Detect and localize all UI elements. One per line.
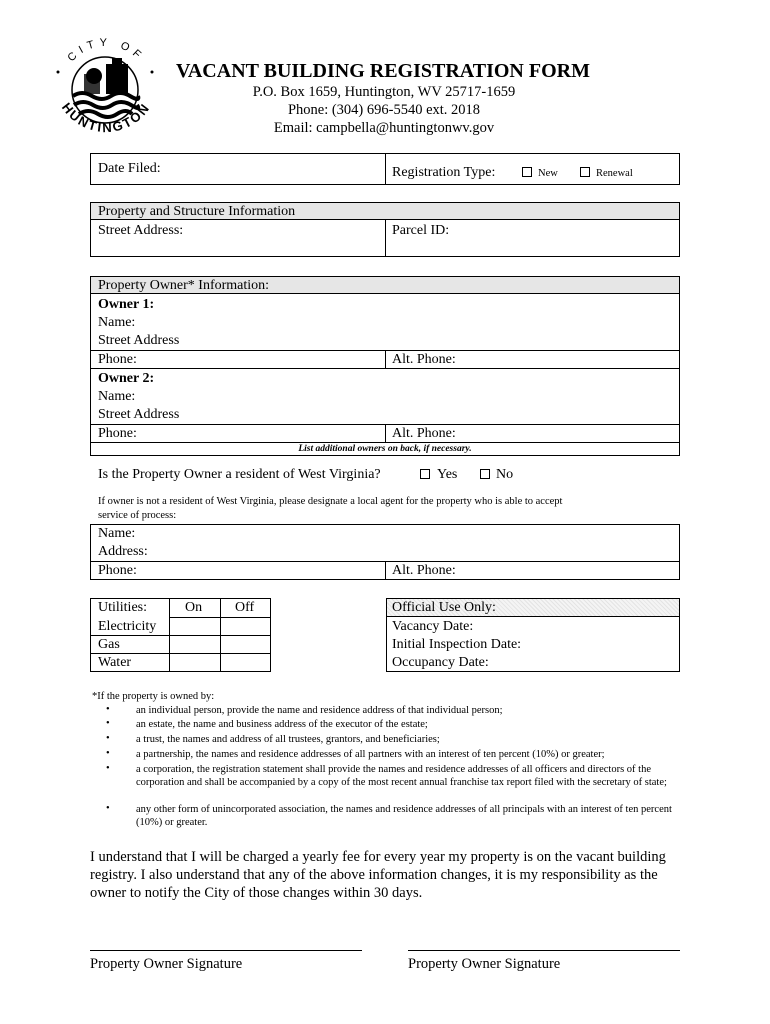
resident-no-label: No (496, 467, 514, 482)
agent-phone-label: Phone: (98, 563, 137, 578)
resident-yes-checkbox[interactable] (420, 469, 430, 479)
owner2-phone-label: Phone: (98, 426, 137, 441)
agent-instruction-line1: If owner is not a resident of West Virginia, please designate a local agent for the property who is able to accept (98, 496, 563, 507)
owner1-label: Owner 1: (98, 297, 155, 312)
footnote-intro: *If the property is owned by: (92, 691, 215, 702)
acknowledgement-statement: I understand that I will be charged a yearly fee for every year my property is on the vacant building registry. I also understand that any of the above information changes, it is my responsibility as the owner to notify the City of those changes within 30 days. (90, 849, 666, 901)
utility-electricity: Electricity (98, 619, 157, 634)
owner2-street-label: Street Address (98, 407, 180, 422)
bullet-icon: • (106, 704, 110, 715)
footnote-bullet-5: a corporation, the registration statement shall provide the names and residence addresses of all officers and directors of the corporation and shall be accompanied by a copy of the most recent annual franchise tax report filed with the secretary of state; (136, 764, 667, 788)
owner2-label: Owner 2: (98, 371, 155, 386)
form-title: VACANT BUILDING REGISTRATION FORM (176, 60, 590, 82)
agent-instruction-line2: service of process: (98, 510, 177, 521)
owner1-name-label: Name: (98, 315, 136, 330)
logo-top-text: CITY OF (65, 36, 147, 65)
header-phone: Phone: (304) 696-5540 ext. 2018 (287, 102, 481, 118)
utilities-header: Utilities: (98, 600, 147, 615)
agent-address-label: Address: (98, 544, 148, 559)
footnote-bullet-2: an estate, the name and business address of the executor of the estate; (136, 719, 428, 730)
footnote-bullet-3: a trust, the names and address of all trustees, grantors, and beneficiaries; (136, 734, 440, 745)
logo-bottom-text: HUNTINGTON (58, 99, 154, 136)
registration-type-label: Registration Type: (392, 165, 496, 180)
footnote-bullet-4: a partnership, the names and residence addresses of all partners with an interest of ten percent (10%) or greater; (136, 749, 605, 760)
owner1-alt-phone-label: Alt. Phone: (392, 352, 456, 367)
utility-water: Water (98, 655, 132, 670)
new-label: New (538, 168, 558, 179)
signature-label-1: Property Owner Signature (90, 956, 243, 972)
property-section-title: Property and Structure Information (98, 204, 296, 219)
owner1-street-label: Street Address (98, 333, 180, 348)
renewal-checkbox[interactable] (580, 167, 590, 177)
resident-yes-label: Yes (437, 467, 458, 482)
bullet-icon: • (106, 803, 110, 814)
street-address-label: Street Address: (98, 223, 184, 238)
footnote-bullet-6: any other form of unincorporated association, the names and residence addresses of all principals with an interest of ten percent (10%) or greater. (136, 804, 672, 828)
bullet-icon: • (106, 733, 110, 744)
resident-no-checkbox[interactable] (480, 469, 490, 479)
owner-section-title: Property Owner* Information: (98, 278, 270, 293)
new-checkbox[interactable] (522, 167, 532, 177)
bullet-icon: • (106, 763, 110, 774)
inspection-date-label: Initial Inspection Date: (392, 637, 522, 652)
resident-question: Is the Property Owner a resident of West Virginia? (98, 467, 381, 482)
vacancy-date-label: Vacancy Date: (392, 619, 474, 634)
agent-alt-phone-label: Alt. Phone: (392, 563, 456, 578)
bullet-icon: • (106, 748, 110, 759)
utility-gas: Gas (98, 637, 120, 652)
footnote-bullet-1: an individual person, provide the name and residence address of that individual person; (136, 705, 503, 716)
agent-name-label: Name: (98, 526, 136, 541)
signature-line-1[interactable] (90, 950, 362, 951)
owner1-phone-label: Phone: (98, 352, 137, 367)
additional-owners-note: List additional owners on back, if necessary. (298, 444, 472, 454)
city-seal-icon (48, 28, 162, 140)
header-email: Email: campbella@huntingtonwv.gov (273, 120, 495, 136)
bullet-icon: • (106, 718, 110, 729)
utilities-off-header: Off (235, 600, 255, 615)
occupancy-date-label: Occupancy Date: (392, 655, 489, 670)
owner2-alt-phone-label: Alt. Phone: (392, 426, 456, 441)
signature-line-2[interactable] (408, 950, 680, 951)
renewal-label: Renewal (596, 168, 633, 179)
header-address: P.O. Box 1659, Huntington, WV 25717-1659 (252, 84, 516, 100)
utilities-on-header: On (185, 600, 203, 615)
official-use-title: Official Use Only: (392, 600, 496, 615)
date-filed-label: Date Filed: (98, 161, 161, 176)
owner2-name-label: Name: (98, 389, 136, 404)
parcel-id-label: Parcel ID: (392, 223, 450, 238)
signature-label-2: Property Owner Signature (408, 956, 561, 972)
